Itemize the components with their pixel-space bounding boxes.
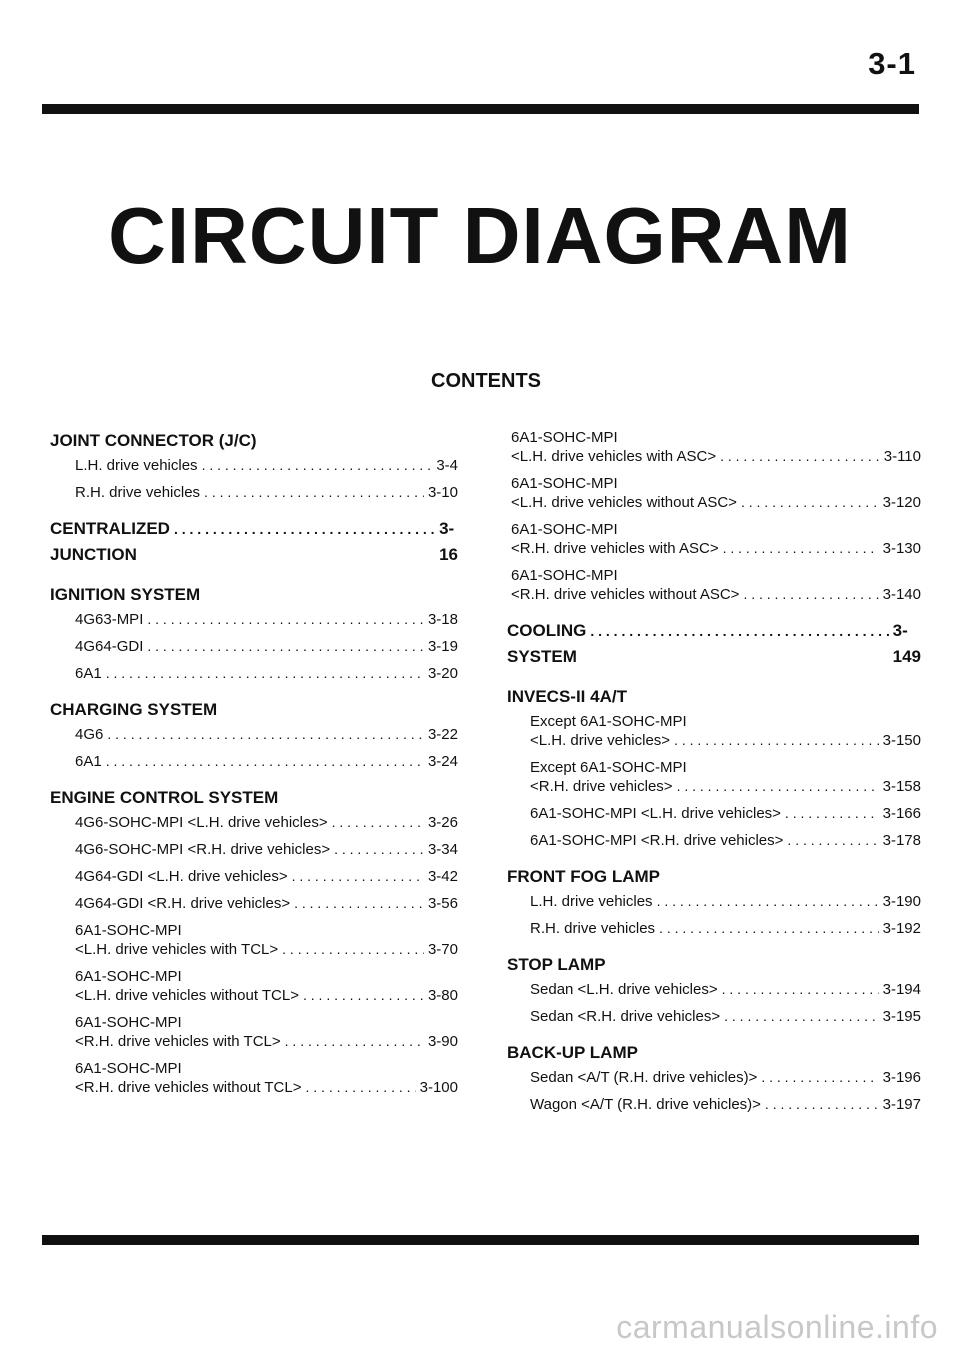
toc-entry[interactable] <box>75 840 458 859</box>
toc-entry[interactable] <box>75 752 458 771</box>
toc-entry-label: 4G64-GDI <L.H. drive vehicles> <box>75 868 288 885</box>
toc-entry[interactable] <box>511 520 921 558</box>
toc-entry-row <box>75 986 458 1005</box>
toc-entry-page: 3-195 <box>882 1008 921 1025</box>
toc-entry[interactable] <box>75 664 458 683</box>
toc-entry-page: 3-194 <box>882 981 921 998</box>
toc-entry-row <box>530 777 921 796</box>
toc-entry[interactable] <box>511 428 921 466</box>
dot-leader <box>204 483 424 502</box>
toc-entry-row <box>511 585 921 604</box>
dot-leader <box>106 752 424 771</box>
section-heading[interactable]: IGNITION SYSTEM <box>50 585 201 604</box>
toc-entry-row <box>530 1068 921 1087</box>
section-entries <box>50 456 458 502</box>
toc-entry-model: 6A1-SOHC-MPI <box>511 521 618 538</box>
dot-leader <box>334 840 424 859</box>
dot-leader <box>765 1095 879 1114</box>
toc-entry-label: <R.H. drive vehicles> <box>530 778 673 795</box>
toc-entry-page: 3-178 <box>882 832 921 849</box>
toc-entry-label: <L.H. drive vehicles with TCL> <box>75 941 279 958</box>
dot-leader <box>292 867 424 886</box>
toc-entry-row <box>530 919 921 938</box>
toc-entry-page: 3-24 <box>427 753 458 770</box>
section-heading-label: COOLING SYSTEM <box>507 621 587 666</box>
toc-entry-page: 3-56 <box>427 895 458 912</box>
toc-entry-label: <L.H. drive vehicles without ASC> <box>511 494 737 511</box>
toc-entry-page: 3-110 <box>883 448 921 465</box>
toc-entry[interactable] <box>75 483 458 502</box>
section-heading-page: 3-149 <box>892 621 922 666</box>
toc-entry-label: 4G63-MPI <box>75 611 144 628</box>
dot-leader <box>723 539 879 558</box>
dot-leader <box>785 804 879 823</box>
dot-leader <box>657 892 879 911</box>
dot-leader <box>590 618 888 644</box>
dot-leader <box>107 725 424 744</box>
bottom-rule <box>42 1235 919 1245</box>
section-entries <box>507 1068 921 1114</box>
toc-entry-page: 3-166 <box>882 805 921 822</box>
toc-entry-row <box>530 892 921 911</box>
toc-entry-row <box>511 447 921 466</box>
toc-entry-label: <R.H. drive vehicles with ASC> <box>511 540 719 557</box>
toc-entry-row <box>530 831 921 850</box>
toc-entry-row <box>75 725 458 744</box>
toc-entry-page: 3-90 <box>427 1033 458 1050</box>
toc-entry-row <box>75 664 458 683</box>
toc-section <box>50 785 458 1097</box>
toc-section <box>507 864 921 938</box>
toc-entry-page: 3-158 <box>882 778 921 795</box>
dot-leader <box>741 493 879 512</box>
section-heading[interactable] <box>507 618 921 670</box>
toc-section <box>50 428 458 502</box>
dot-leader <box>282 940 424 959</box>
toc-section <box>507 684 921 850</box>
toc-entry[interactable] <box>530 980 921 999</box>
toc-entry-label: R.H. drive vehicles <box>530 920 656 937</box>
toc-entry-row <box>75 813 458 832</box>
toc-entry[interactable] <box>530 1007 921 1026</box>
toc-entry[interactable] <box>530 1095 921 1114</box>
toc-entry-row <box>511 493 921 512</box>
toc-entry-row <box>530 804 921 823</box>
toc-section <box>507 952 921 1026</box>
dot-leader <box>761 1068 878 1087</box>
toc-entry-model: 6A1-SOHC-MPI <box>511 475 618 492</box>
toc-entry[interactable] <box>511 566 921 604</box>
toc-entry[interactable] <box>75 456 458 475</box>
toc-entry-label: 4G6 <box>75 726 104 743</box>
toc-entry-label: 6A1-SOHC-MPI <R.H. drive vehicles> <box>530 832 784 849</box>
toc-entry[interactable] <box>530 1068 921 1087</box>
toc-entry-model: 6A1-SOHC-MPI <box>75 922 182 939</box>
toc-entry-row <box>75 1032 458 1051</box>
dot-leader <box>106 664 424 683</box>
toc-entry[interactable] <box>530 804 921 823</box>
dot-leader <box>724 1007 879 1026</box>
toc-entry-row <box>530 1095 921 1114</box>
toc-entry-row <box>530 731 921 750</box>
section-heading[interactable]: BACK-UP LAMP <box>507 1043 638 1062</box>
toc-entry-label: Sedan <L.H. drive vehicles> <box>530 981 718 998</box>
toc-section <box>50 697 458 771</box>
toc-entry[interactable] <box>530 831 921 850</box>
toc-section <box>507 618 921 670</box>
toc-entry-page: 3-150 <box>882 732 921 749</box>
section-entries <box>507 428 921 604</box>
toc-entry-label: Wagon <A/T (R.H. drive vehicles)> <box>530 1096 761 1113</box>
toc-entry-page: 3-190 <box>882 893 921 910</box>
section-entries <box>50 725 458 771</box>
toc-entry-page: 3-34 <box>427 841 458 858</box>
toc-entry-label: <R.H. drive vehicles without TCL> <box>75 1079 302 1096</box>
toc-entry-label: L.H. drive vehicles <box>530 893 653 910</box>
toc-entry-label: Sedan <R.H. drive vehicles> <box>530 1008 721 1025</box>
toc-entry-label: 6A1 <box>75 753 102 770</box>
toc-entry-label: <L.H. drive vehicles with ASC> <box>511 448 717 465</box>
dot-leader <box>720 447 880 466</box>
section-heading[interactable]: JOINT CONNECTOR (J/C) <box>50 431 257 450</box>
dot-leader <box>677 777 879 796</box>
toc-entry[interactable] <box>530 919 921 938</box>
toc-entry-row <box>511 539 921 558</box>
toc-entry[interactable] <box>530 758 921 796</box>
section-heading[interactable]: FRONT FOG LAMP <box>507 867 660 886</box>
toc-entry-model: Except 6A1-SOHC-MPI <box>530 713 687 730</box>
toc-entry-row <box>75 610 458 629</box>
toc-entry[interactable] <box>75 1013 458 1051</box>
toc-section <box>507 1040 921 1114</box>
toc-entry-page: 3-26 <box>427 814 458 831</box>
toc-entry-page: 3-19 <box>427 638 458 655</box>
section-entries <box>50 813 458 1097</box>
toc-entry-label: 6A1-SOHC-MPI <L.H. drive vehicles> <box>530 805 781 822</box>
dot-leader <box>202 456 433 475</box>
toc-entry-row <box>75 637 458 656</box>
toc-entry-row <box>75 483 458 502</box>
section-entries <box>507 712 921 850</box>
toc-entry-label: <R.H. drive vehicles without ASC> <box>511 586 740 603</box>
toc-entry-page: 3-4 <box>436 457 458 474</box>
toc-entry-page: 3-140 <box>882 586 921 603</box>
toc-section <box>50 582 458 683</box>
toc-entry-label: 4G64-GDI <box>75 638 144 655</box>
dot-leader <box>306 1078 416 1097</box>
section-heading[interactable]: INVECS-II 4A/T <box>507 687 627 706</box>
top-rule <box>42 104 919 114</box>
dot-leader <box>659 919 879 938</box>
toc-entry-row <box>75 840 458 859</box>
toc-entry-page: 3-70 <box>427 941 458 958</box>
toc-entry-row <box>75 894 458 913</box>
section-heading[interactable]: ENGINE CONTROL SYSTEM <box>50 788 279 807</box>
contents-heading: CONTENTS <box>431 370 541 392</box>
toc-entry[interactable] <box>75 967 458 1005</box>
toc-entry[interactable] <box>75 1059 458 1097</box>
dot-leader <box>147 637 424 656</box>
page-number: 3-1 <box>868 46 916 81</box>
toc-entry-model: 6A1-SOHC-MPI <box>75 1060 182 1077</box>
toc-entry-page: 3-197 <box>882 1096 921 1113</box>
toc-entry-page: 3-80 <box>427 987 458 1004</box>
toc-entry-page: 3-10 <box>427 484 458 501</box>
toc-entry-label: 6A1 <box>75 665 102 682</box>
section-heading[interactable]: CHARGING SYSTEM <box>50 700 218 719</box>
watermark: carmanualsonline.info <box>616 1309 938 1345</box>
dot-leader <box>332 813 424 832</box>
dot-leader <box>787 831 878 850</box>
dot-leader <box>303 986 424 1005</box>
toc-entry-model: Except 6A1-SOHC-MPI <box>530 759 687 776</box>
toc-entry-row <box>75 456 458 475</box>
toc-entry[interactable] <box>530 712 921 750</box>
toc-entry-page: 3-130 <box>882 540 921 557</box>
toc-entry-page: 3-196 <box>882 1069 921 1086</box>
toc-entry-label: <R.H. drive vehicles with TCL> <box>75 1033 281 1050</box>
toc-entry-label: <L.H. drive vehicles without TCL> <box>75 987 299 1004</box>
toc-entry-row <box>530 980 921 999</box>
toc-entry-page: 3-20 <box>427 665 458 682</box>
toc-entry-label: Sedan <A/T (R.H. drive vehicles)> <box>530 1069 758 1086</box>
toc-entry-page: 3-18 <box>427 611 458 628</box>
toc-entry-model: 6A1-SOHC-MPI <box>511 429 618 446</box>
section-entries <box>507 892 921 938</box>
toc-entry-label: 4G6-SOHC-MPI <R.H. drive vehicles> <box>75 841 331 858</box>
dot-leader <box>743 585 878 604</box>
toc-entry[interactable] <box>75 813 458 832</box>
toc-entry-label: R.H. drive vehicles <box>75 484 201 501</box>
toc-section-continued <box>507 428 921 604</box>
dot-leader <box>294 894 424 913</box>
toc-entry-row <box>530 1007 921 1026</box>
section-heading[interactable] <box>50 516 458 568</box>
toc-entry-model: 6A1-SOHC-MPI <box>75 968 182 985</box>
toc-section <box>50 516 458 568</box>
dot-leader <box>147 610 424 629</box>
toc-entry-label: 4G6-SOHC-MPI <L.H. drive vehicles> <box>75 814 328 831</box>
toc-entry[interactable] <box>75 637 458 656</box>
toc-entry[interactable] <box>75 894 458 913</box>
section-entries <box>507 980 921 1026</box>
toc-entry[interactable] <box>511 474 921 512</box>
dot-leader <box>174 516 435 542</box>
toc-entry[interactable] <box>75 921 458 959</box>
toc-right-column <box>507 428 921 1128</box>
toc-entry-page: 3-42 <box>427 868 458 885</box>
toc-entry[interactable] <box>75 867 458 886</box>
toc-entry-page: 3-120 <box>882 494 921 511</box>
dot-leader <box>285 1032 424 1051</box>
toc-entry-page: 3-192 <box>882 920 921 937</box>
toc-entry-label: L.H. drive vehicles <box>75 457 198 474</box>
toc-entry-row <box>75 752 458 771</box>
toc-entry[interactable] <box>75 610 458 629</box>
toc-entry[interactable] <box>530 892 921 911</box>
dot-leader <box>722 980 879 999</box>
toc-entry-page: 3-22 <box>427 726 458 743</box>
toc-entry[interactable] <box>75 725 458 744</box>
toc-left-column <box>50 428 458 1111</box>
section-heading-page: 3-16 <box>439 519 459 564</box>
toc-entry-row <box>75 867 458 886</box>
toc-entry-row <box>75 1078 458 1097</box>
toc-entry-label: 4G64-GDI <R.H. drive vehicles> <box>75 895 291 912</box>
section-heading[interactable]: STOP LAMP <box>507 955 606 974</box>
toc-entry-row <box>75 940 458 959</box>
section-heading-label: CENTRALIZED JUNCTION <box>50 519 170 564</box>
dot-leader <box>674 731 879 750</box>
toc-entry-label: <L.H. drive vehicles> <box>530 732 671 749</box>
toc-entry-model: 6A1-SOHC-MPI <box>75 1014 182 1031</box>
section-entries <box>50 610 458 683</box>
toc-entry-model: 6A1-SOHC-MPI <box>511 567 618 584</box>
toc-entry-page: 3-100 <box>419 1079 458 1096</box>
page-title: CIRCUIT DIAGRAM <box>108 191 852 280</box>
